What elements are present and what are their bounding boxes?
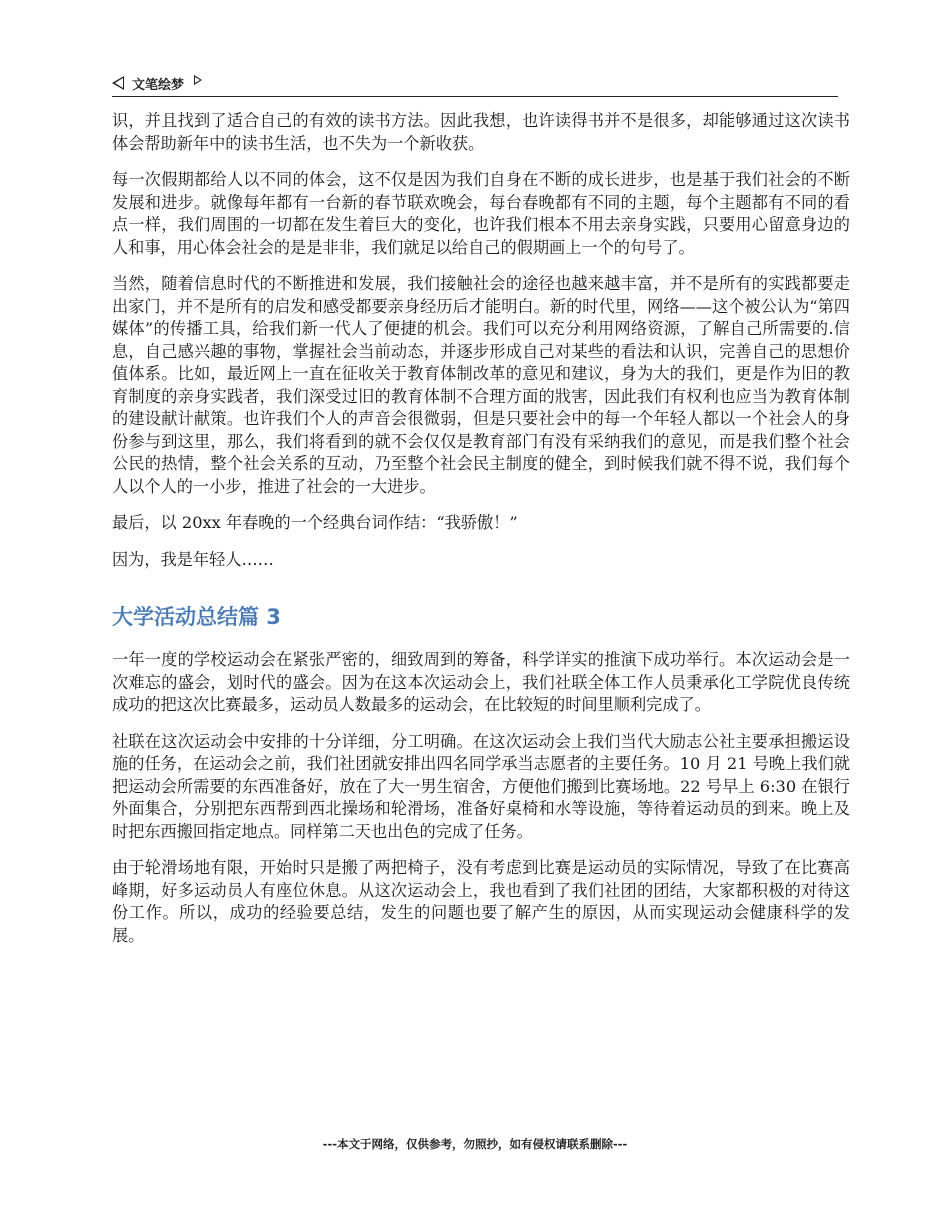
paragraph: 社联在这次运动会中安排的十分详细，分工明确。在这次运动会上我们当代大励志公社主要承担搬运设施的任务，在运动会之前，我们社团就安排出四名同学承当志愿者的主要任务。10 月 21 号晚上我们就把运动会所需要的东西准备好，放在了大一男生宿舍，方便他们搬到比赛场地。22 号早上 6:30 在银行外面集合，分别把东西帮到西北操场和轮滑场，准备好桌椅和水等设施，等待着运动员的到来。晚上及时把东西搬回指定地点。同样第二天也出色的完成了任务。 <box>112 731 850 841</box>
triangle-right-icon <box>194 75 202 85</box>
page-footer: ---本文于网络，仅供参考，勿照抄，如有侵权请联系删除--- <box>322 1137 628 1151</box>
header-brand: 文笔绘梦 <box>132 77 185 93</box>
page-header <box>112 70 838 97</box>
paragraph: 最后，以 20xx 年春晚的一个经典台词作结：“我骄傲！” <box>112 513 518 532</box>
paragraph: 当然，随着信息时代的不断推进和发展，我们接触社会的途径也越来越丰富，并不是所有的实践都要走出家门，并不是所有的启发和感受都要亲身经历后才能明白。新的时代里，网络——这个被公认为“第四媒体”的传播工具，给我们新一代人了便捷的机会。我们可以充分利用网络资源，了解自己所需要的.信息，自己感兴趣的事物，掌握社会当前动态，并逐步形成自己对某些的看法和认识，完善自己的思想价值体系。比如，最近网上一直在征收关于教育体制改革的意见和建议，身为大的我们，更是作为旧的教育制度的亲身实践者，我们深受过旧的教育体制不合理方面的戕害，因此我们有权利也应当为教育体制的建设献计献策。也许我们个人的声音会很微弱，但是只要社会中的每一个年轻人都以一个社会人的身份参与到这里，那么，我们将看到的就不会仅仅是教育部门有没有采纳我们的意见，而是我们整个社会公民的热情，整个社会关系的互动，乃至整个社会民主制度的健全，到时候我们就不得不说，我们每个人以个人的一小步，推进了社会的一大进步。 <box>112 274 850 496</box>
paragraph: 每一次假期都给人以不同的体会，这不仅是因为我们自身在不断的成长进步，也是基于我们社会的不断发展和进步。就像每年都有一台新的春节联欢晚会，每台春晚都有不同的主题，每个主题都有不同的看点一样，我们周围的一切都在发生着巨大的变化，也许我们根本不用去亲身实践，只要用心留意身边的人和事，用心体会社会的是是非非，我们就足以给自己的假期画上一个的句号了。 <box>112 170 850 257</box>
paragraph: 由于轮滑场地有限，开始时只是搬了两把椅子，没有考虑到比赛是运动员的实际情况，导致了在比赛高峰期，好多运动员人有座位休息。从这次运动会上，我也看到了我们社团的团结，大家都积极的对待这份工作。所以，成功的经验要总结，发生的问题也要了解产生的原因，从而实现运动会健康科学的发展。 <box>112 858 850 945</box>
document-body <box>112 110 850 961</box>
section-title: 大学活动总结篇 3 <box>112 605 281 629</box>
triangle-left-icon <box>112 76 124 90</box>
paragraph: 识，并且找到了适合自己的有效的读书方法。因此我想，也许读得书并不是很多，却能够通过这次读书体会帮助新年中的读书生活，也不失为一个新收获。 <box>112 111 850 153</box>
paragraph: 因为，我是年轻人…… <box>112 549 274 569</box>
paragraph: 一年一度的学校运动会在紧张严密的，细致周到的筹备，科学详实的推演下成功举行。本次运动会是一次难忘的盛会，划时代的盛会。因为在这本次运动会上，我们社联全体工作人员秉承化工学院优良传统成功的把这次比赛最多，运动员人数最多的运动会，在比较短的时间里顺利完成了。 <box>112 650 850 714</box>
